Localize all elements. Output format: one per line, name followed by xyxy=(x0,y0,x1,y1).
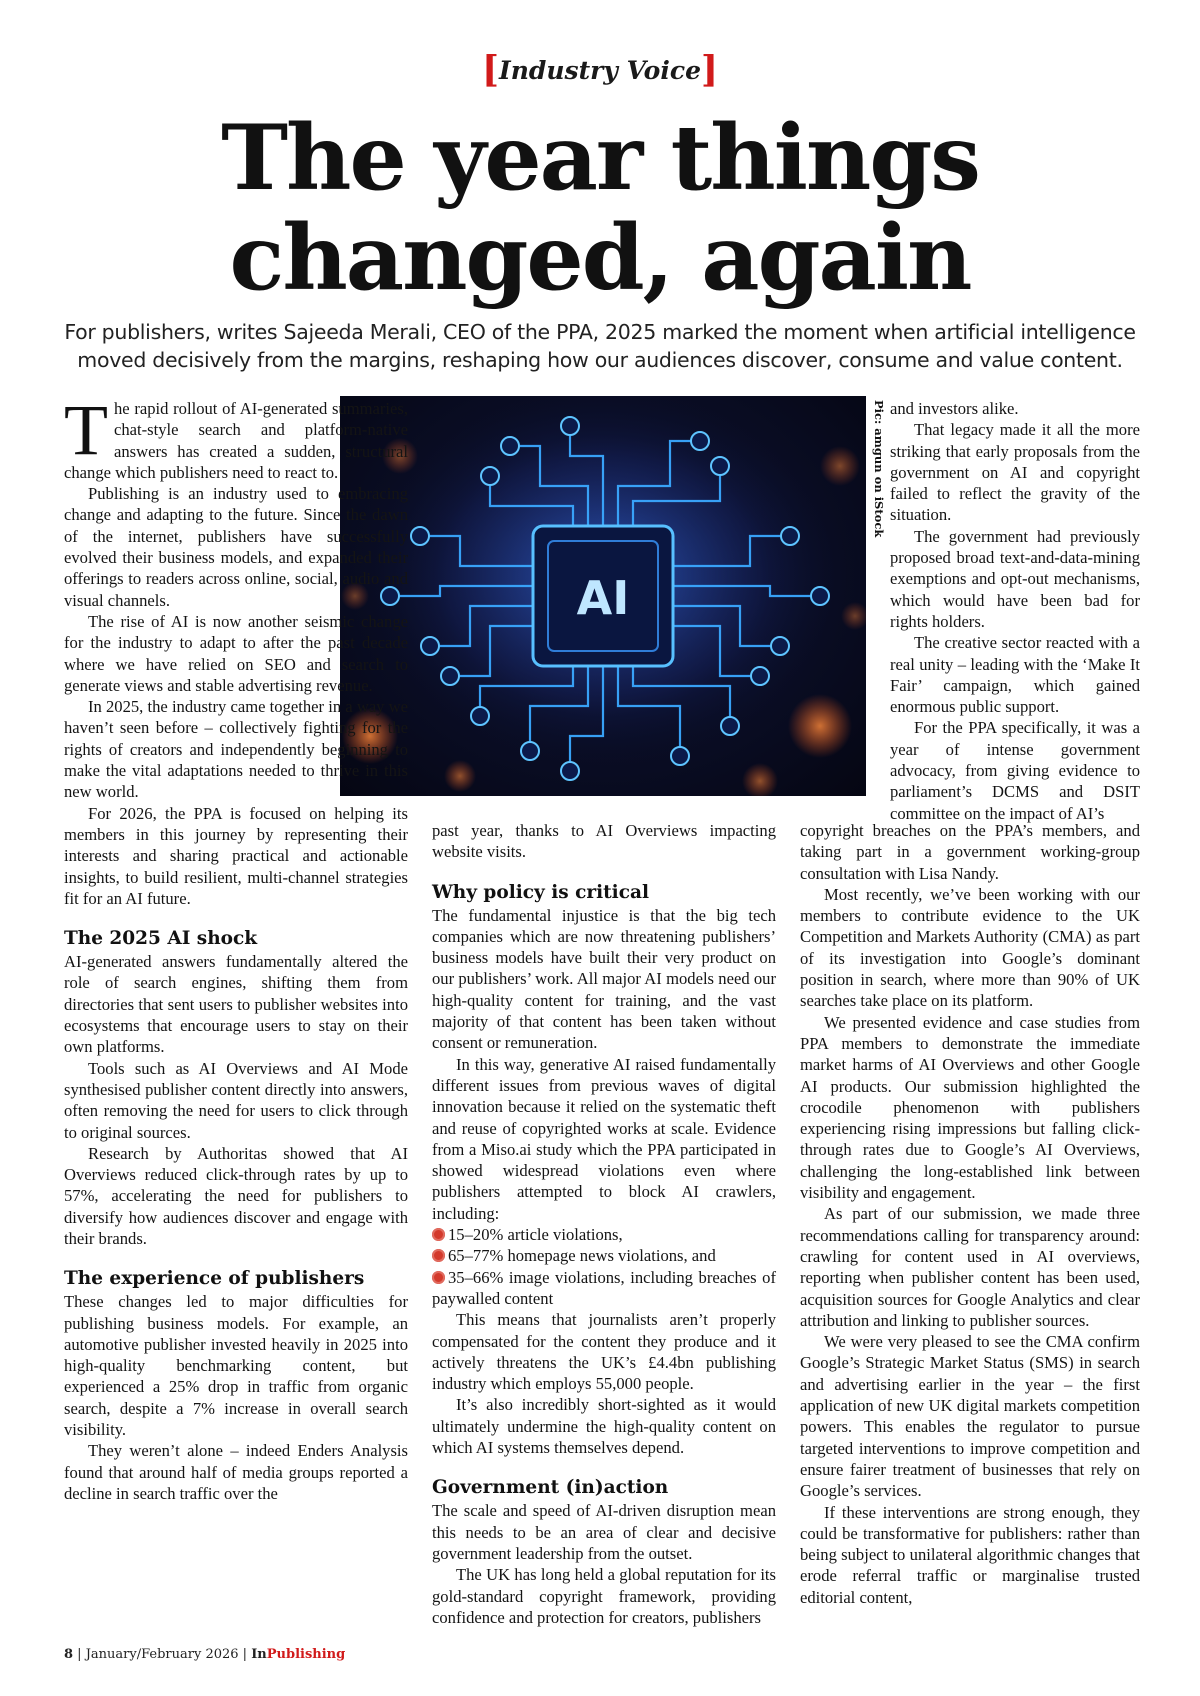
page-number: 8 xyxy=(64,1647,74,1662)
standfirst-line-2: moved decisively from the margins, reshaping how our audiences discover, consume and value content. xyxy=(77,348,1123,372)
publication-brand: InPublishing xyxy=(251,1647,346,1662)
body-paragraph: Tools such as AI Overviews and AI Mode synthesised publisher content directly into answers, often removing the need for users to click through to original sources. xyxy=(64,1058,408,1142)
bullet-item: 35–66% image violations, including breaches of paywalled content xyxy=(432,1267,776,1308)
body-paragraph: We were very pleased to see the CMA confirm Google’s Strategic Market Status (SMS) in search and advertising earlier in the year – the first application of new UK digital markets competition powers. This enables the regulator to pursue targeted interventions to improve competition and ensure fairer treatment of businesses that rely on Google’s services. xyxy=(800,1332,1140,1501)
bullet-dot-icon xyxy=(432,1249,445,1262)
body-paragraph: For the PPA specifically, it was a year of intense government advocacy, from giving evidence to parliament’s DCMS and DSIT committee on the impact of AI’s xyxy=(890,718,1140,823)
drop-cap: T xyxy=(64,390,108,470)
column-3-upper xyxy=(890,398,1140,824)
body-paragraph: This means that journalists aren’t properly compensated for the content they produce and it actively threatens the UK’s £4.4bn publishing industry which employs 55,000 people. xyxy=(432,1310,776,1394)
body-paragraph: The scale and speed of AI-driven disruption mean this needs to be an area of clear and decisive government leadership from the outset. xyxy=(432,1501,776,1563)
headline-line-2: changed, again xyxy=(229,205,971,311)
bullet-item: 65–77% homepage news violations, and xyxy=(432,1245,776,1266)
intro-paragraph xyxy=(64,390,408,483)
body-paragraph: In this way, generative AI raised fundamentally different issues from previous waves of digital innovation because it relied on the systematic theft and reuse of copyrighted works at scale. Evidence from a Miso.ai study which the PPA participated in showed widespread violations even where publishers attempted to block AI crawlers, including: xyxy=(432,1054,776,1223)
section-kicker xyxy=(0,46,1200,91)
body-paragraph: Most recently, we’ve been working with our members to contribute evidence to the UK Competition and Markets Authority (CMA) as part of its investigation into Google’s dominant position in search, where more than 90% of UK searches take place on its platform. xyxy=(800,884,1140,1011)
kicker-bracket-close: ] xyxy=(700,49,719,91)
hero-image xyxy=(340,396,866,796)
subheading: Government (in)action xyxy=(432,1477,669,1499)
ai-circuit-illustration xyxy=(340,396,866,796)
body-paragraph: and investors alike. xyxy=(890,399,1019,418)
column-1 xyxy=(64,390,408,1504)
body-paragraph: The fundamental injustice is that the big tech companies which are now threatening publishers’ business models have built their very product on our publishers’ work. All major AI models need our high-quality content for training, and the vast majority of that content has been taken without consent or remuneration. xyxy=(432,905,776,1053)
headline xyxy=(0,105,1200,311)
body-paragraph: The creative sector reacted with a real unity – leading with the ‘Make It Fair’ campaign, which gained enormous public support. xyxy=(890,633,1140,717)
bullet-item: 15–20% article violations, xyxy=(432,1224,776,1245)
bullet-dot-icon xyxy=(432,1228,445,1241)
subheading: Why policy is critical xyxy=(432,881,649,903)
subheading: The experience of publishers xyxy=(64,1268,365,1290)
subheading: The 2025 AI shock xyxy=(64,928,258,950)
kicker-bracket-open: [ xyxy=(481,49,500,91)
kicker-text: Industry Voice xyxy=(499,56,701,85)
body-paragraph: AI-generated answers fundamentally altered the role of search engines, shifting them from directories that sent users to publisher websites into ecosystems that encourage users to stay on their own platforms. xyxy=(64,952,408,1057)
body-paragraph: They weren’t alone – indeed Enders Analysis found that around half of media groups reported a decline in search traffic over the xyxy=(64,1441,408,1503)
body-paragraph: copyright breaches on the PPA’s members, and taking part in a government working-group consultation with Lisa Nandy. xyxy=(800,821,1140,883)
page-footer: 8 | January/February 2026 | InPublishing xyxy=(64,1647,346,1662)
body-paragraph: Research by Authoritas showed that AI Overviews reduced click-through rates by up to 57%, accelerating the need for publishers to diversify how audiences discover and engage with their brands. xyxy=(64,1143,408,1248)
body-paragraph: If these interventions are strong enough, they could be transformative for publishers: rather than being subject to unilateral algorithmic changes that erode referral traffic or marginalise trusted editorial content, xyxy=(800,1502,1140,1607)
column-3-lower xyxy=(800,820,1140,1608)
headline-line-1: The year things xyxy=(221,105,979,211)
body-paragraph: As part of our submission, we made three recommendations calling for transparency around: crawling for content used in AI overviews, reporting when publisher content has been used, acquisition sources for Google Analytics and clear attribution and linking to publisher sources. xyxy=(800,1204,1140,1330)
body-paragraph: That legacy made it all the more striking that early proposals from the government on AI and copyright failed to reflect the gravity of the situation. xyxy=(890,420,1140,525)
standfirst xyxy=(60,318,1140,374)
intro-text: he rapid rollout of AI-generated summaries, chat-style search and platform-native answers has created a sudden, structural change which publishers need to react to. xyxy=(64,399,408,482)
body-paragraph: It’s also incredibly short-sighted as it would ultimately undermine the high-quality content on which AI systems themselves depend. xyxy=(432,1395,776,1458)
bullet-dot-icon xyxy=(432,1271,445,1284)
body-paragraph: These changes led to major difficulties for publishing business models. For example, an automotive publisher invested heavily in 2025 into high-quality benchmarking content, but experienced a 25% drop in traffic from organic search, despite a 7% increase in overall search visibility. xyxy=(64,1292,408,1440)
body-paragraph: We presented evidence and case studies from PPA members to demonstrate the immediate market harms of AI Overviews and other Google AI products. Our submission highlighted the crocodile phenomenon with publishers experiencing rising impressions but falling click-through rates due to Google’s AI Overviews, challenging the long-established link between visibility and engagement. xyxy=(800,1012,1140,1203)
standfirst-line-1: For publishers, writes Sajeeda Merali, CEO of the PPA, 2025 marked the moment when artificial intelligence xyxy=(64,320,1136,344)
column-2 xyxy=(432,820,776,1628)
chip-label: AI xyxy=(576,571,630,625)
body-paragraph: The UK has long held a global reputation for its gold-standard copyright framework, providing confidence and protection for creators, publishers xyxy=(432,1565,776,1627)
body-paragraph: For 2026, the PPA is focused on helping its members in this journey by representing their interests and sharing practical and actionable insights, to build resilient, multi-channel strategies fit for an AI future. xyxy=(64,803,408,908)
body-paragraph: In 2025, the industry came together in a way we haven’t seen before – collectively fighting for the rights of creators and independently beginning to make the vital adaptations needed to thrive in this new world. xyxy=(64,697,408,802)
issue-date: January/February 2026 xyxy=(85,1647,239,1662)
body-paragraph: Publishing is an industry used to embracing change and adapting to the future. Since the dawn of the internet, publishers have successfully evolved their business models, and expanded their offerings to readers across online, social, audio and visual channels. xyxy=(64,484,408,610)
body-paragraph: The rise of AI is now another seismic change for the industry to adapt to after the past decade where we have relied on SEO and search to generate views and stable advertising revenue. xyxy=(64,611,408,695)
photo-credit: Pic: amgun on iStock xyxy=(872,400,886,538)
body-paragraph: past year, thanks to AI Overviews impacting website visits. xyxy=(432,821,776,862)
body-paragraph: The government had previously proposed broad text-and-data-mining exemptions and opt-out mechanisms, which would have been bad for rights holders. xyxy=(890,526,1140,631)
